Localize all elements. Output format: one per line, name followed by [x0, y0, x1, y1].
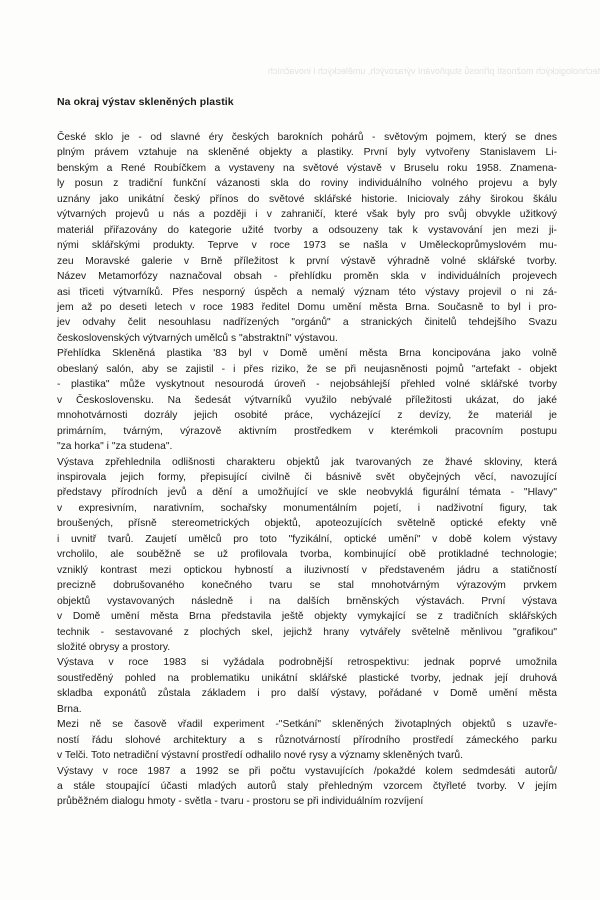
text-line: i uvnitř tvarů. Zaujetí umělců pro toto "fyzikální, optické umění" v době kolem výstavy — [57, 533, 557, 545]
paragraph — [57, 455, 557, 656]
text-line: obeslaný salón, aby se zajistil - i přes riziko, že se při neujasněnosti pojmů "artefakt - objekt — [57, 363, 557, 375]
text-line: a stále stoupající účasti mladých autorů staly přehledným vzorcem čtyřleté tvorby. V jejím — [57, 781, 557, 793]
text-line: vrcholilo, ale souběžně se už profilovala tvorba, kombinující obě protikladné technologie; — [57, 549, 557, 561]
article-title: Na okraj výstav skleněných plastik — [57, 96, 234, 108]
text-line: Název Metamorfózy naznačoval obsah - přehlídku proměn skla v individuálních projevech — [57, 271, 557, 283]
text-line: Přehlídka Skleněná plastika '83 byl v Domě umění města Brna koncipována jako volně — [57, 348, 557, 360]
text-line: skladba exponátů zůstala základem i pro další výstavy, pořádané v Domě umění města — [57, 688, 557, 700]
text-line: v Československu. Na šedesát výtvarníků využilo nebývalé příležitosti ukázat, do jaké — [57, 394, 557, 406]
text-line: zeu Moravské galerie v Brně příležitost k první výstavě výhradně volné sklářské tvorby. — [57, 255, 557, 267]
text-line: Výstava zpřehlednila odlišnosti charakteru objektů jak tvarovaných ze žhavé skloviny, která — [57, 456, 557, 468]
text-line: výtvarných projevů u nás a později i v zahraničí, které však byly pro svůj obvykle užitkový — [57, 209, 557, 221]
text-line: materiál přiřazovány do kategorie užité tvorby a odsouzeny tak k vystavování jen mezi ji- — [57, 224, 557, 236]
paragraph — [57, 717, 557, 763]
text-line: uznány jako unikátní český přínos do světové sklářské historie. Iniciovaly záhy širokou škálu — [57, 193, 557, 205]
text-line: Výstava v roce 1983 si vyžádala podrobnější retrospektivu: jednak poprvé umožnila — [57, 657, 557, 669]
text-line: České sklo je - od slavné éry českých barokních pohárů - světovým pojmem, který se dnes — [57, 132, 557, 143]
text-line: v Domě umění města Brna představila ještě objekty vymykající se z tradičních sklářských — [57, 611, 557, 623]
text-line: primárním, tvárným, výrazově aktivním prostředkem v kterémkoli pracovním postupu — [57, 425, 557, 437]
text-line: broušených, přísně stereometrických objektů, apoteozujících světelně optické efekty vně — [57, 518, 557, 530]
text-line: jev odvahy čelit nesouhlasu nadřízených "orgánů" a stranických činitelů tehdejšího Svazu — [57, 317, 557, 329]
text-line: objektů vystavovaných následně i na dalších brněnských výstavách. První výstava — [57, 595, 557, 607]
text-line: průběžném dialogu hmoty - světla - tvaru - prostoru se při individuálním rozvíjení — [57, 796, 424, 808]
text-line: "za horka" i "za studena". — [57, 441, 173, 453]
text-line: Brna. — [57, 703, 82, 715]
paragraph — [57, 655, 557, 717]
text-line: Výstavy v roce 1987 a 1992 se při počtu vystavujících /pokaždé kolem sedmdesáti autorů/ — [57, 765, 557, 777]
text-line: představy přírodních jevů a dění a umožňující ve skle neobvyklá figurální témata - "Hlavy" — [57, 487, 557, 499]
paragraph — [57, 346, 557, 454]
paragraph — [57, 764, 557, 810]
text-line: ností řádu slohové architektury a s různotvárností přírodního prostředí zámeckého parku — [57, 734, 557, 746]
text-line: plným právem vztahuje na skleněné objekty a plastiky. První byly vytvořeny Stanislavem Li- — [57, 147, 557, 159]
bleed-through-text: technologických možností přínosů stupňování výrazových, uměleckých i inovačních — [267, 66, 600, 76]
article-body — [57, 130, 557, 810]
text-line: československých výtvarných umělců s "abstraktní" výstavou. — [57, 332, 338, 344]
text-line: mnohotvárnosti dozrály jejich osobité práce, vycházející z devízy, že materiál je — [57, 410, 557, 422]
text-line: v Telči. Toto netradiční výstavní prostředí odhalilo nové rysy a významy skleněných tvarů. — [57, 750, 463, 762]
text-line: složité obrysy a prostory. — [57, 641, 171, 653]
text-line: asi třiceti výtvarníků. Přes nesporný úspěch a nemalý význam této výstavy projevil o ni zá- — [57, 286, 557, 298]
text-line: - plastika" může vyskytnout nesourodá úroveň - nejobsáhlejší přehled volné sklářské tvorby — [57, 379, 557, 391]
text-line: v expresivním, narativním, sochařsky monumentálním pojetí, i nadživotní figury, tak — [57, 502, 557, 514]
text-line: jem až po deseti letech v roce 1983 ředitel Domu umění města Brna. Současně to byl i pro- — [57, 301, 557, 313]
text-line: precizně dobrušovaného konečného tvaru se stal mnohotvárným výrazovým prvkem — [57, 580, 557, 592]
text-line: vzniklý kontrast mezi optickou hybností a iluzivností v představeném jádru a statičností — [57, 564, 557, 576]
text-line: soustředěný pohled na problematiku unikátní sklářské plastické tvorby, jednak její druhová — [57, 672, 557, 684]
text-line: nými sklářskými produkty. Teprve v roce 1973 se našla v Uměleckoprůmyslovém mu- — [57, 240, 557, 252]
text-line: inspirovala jejich formy, přepisující civilně či básnivě svět obyčejných věcí, navozující — [57, 471, 557, 483]
article — [57, 96, 557, 810]
text-line: Mezi ně se časově vřadil experiment -"Setkání" skleněných životaplných objektů s uzavře- — [57, 719, 557, 731]
text-line: ly posun z tradiční funkční vázanosti skla do roviny individuálního volného projevu a byly — [57, 178, 557, 190]
text-line: technik - sestavované z plochých skel, jejichž hrany vytvářely světelně měnlivou "grafikou" — [57, 626, 557, 638]
paragraph — [57, 130, 557, 346]
text-line: benským a René Roubíčkem a vystaveny na světové výstavě v Bruselu roku 1958. Znamena- — [57, 162, 557, 174]
